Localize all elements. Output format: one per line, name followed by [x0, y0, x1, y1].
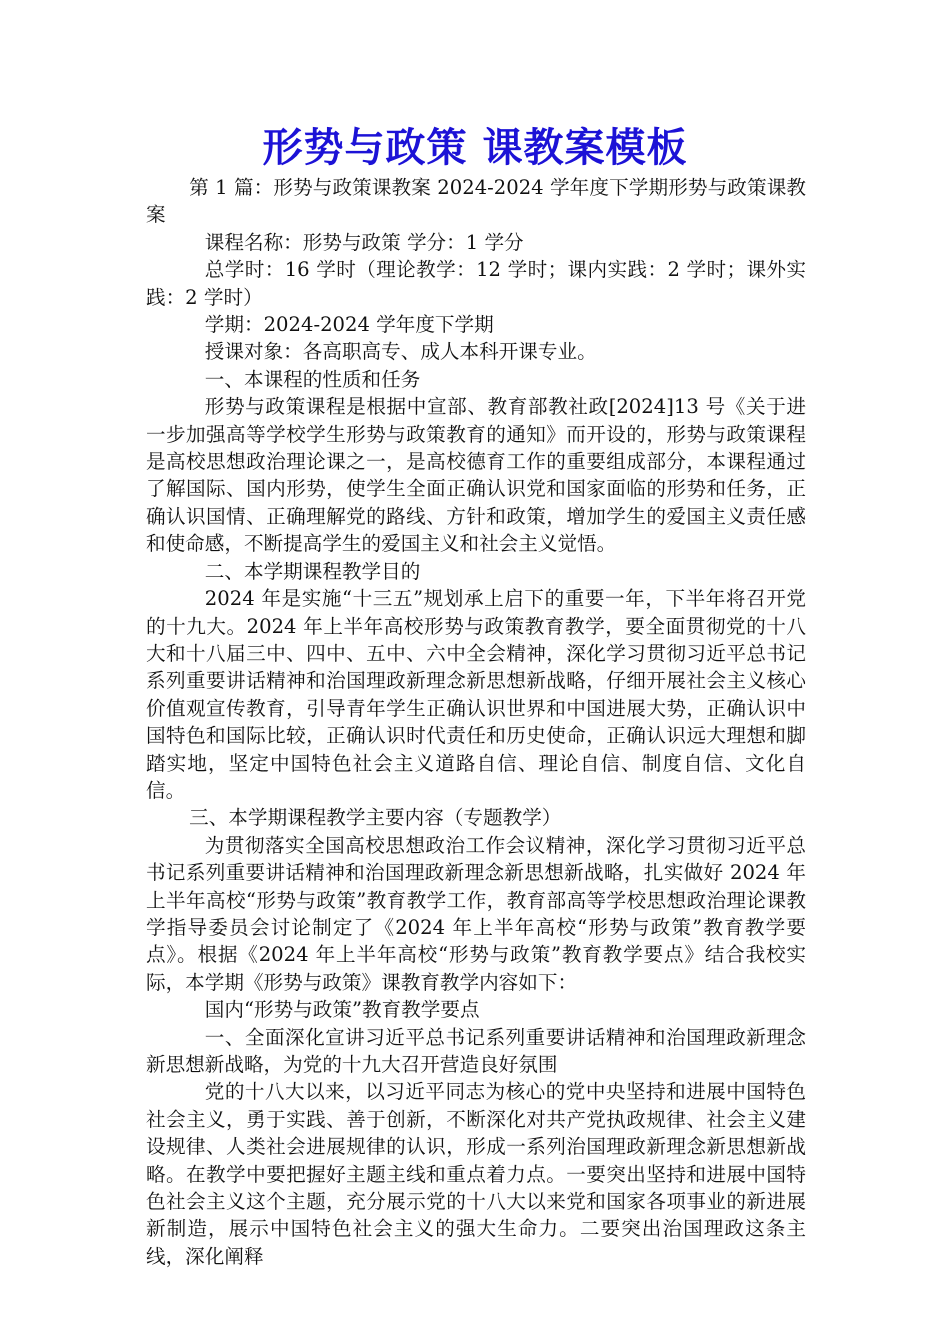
section-heading-1: 一、本课程的性质和任务: [204, 367, 421, 391]
paragraph-teaching-goal: 2024 年是实施“十三五”规划承上启下的重要一年，下半年将召开党的十九大。2024 年上半年高校形势与政策教育教学，要全面贯彻党的十八大和十八届三中、四中、五中、六中全会精神，深化学习贯彻习近平总书记系列重要讲话精神和治国理政新理念新思想新战略，仔细开展社会主义核心价值观宣传教育，引导青年学生正确认识世界和中国进展大势，正确认识中国特色和国际比较，正确认识时代责任和历史使命，正确认识远大理想和脚踏实地，坚定中国特色社会主义道路自信、理论自信、制度自信、文化自信。: [146, 587, 806, 802]
document-body: [146, 174, 806, 1270]
paragraph-chapter-heading: 第 1 篇：形势与政策课教案 2024-2024 学年度下学期形势与政策课教案: [146, 176, 806, 227]
paragraph-point-one-detail: 党的十八大以来，以习近平同志为核心的党中央坚持和进展中国特色社会主义，勇于实践、善于创新，不断深化对共产党执政规律、社会主义建设规律、人类社会进展规律的认识，形成一系列治国理政新理念新思想新战略。在教学中要把握好主题主线和重点着力点。一要突出坚持和进展中国特色社会主义这个主题，充分展示党的十八大以来党和国家各项事业的新进展新制造，展示中国特色社会主义的强大生命力。二要突出治国理政这条主线，深化阐释: [146, 1080, 806, 1268]
paragraph-course-name: 课程名称：形势与政策 学分：1 学分: [204, 230, 524, 254]
subheading-domestic-points: 国内“形势与政策”教育教学要点: [204, 998, 480, 1022]
paragraph-semester: 学期：2024-2024 学年度下学期: [204, 313, 494, 337]
paragraph-teaching-content: 为贯彻落实全国高校思想政治工作会议精神，深化学习贯彻习近平总书记系列重要讲话精神和治国理政新理念新思想新战略，扎实做好 2024 年上半年高校“形势与政策”教育教学工作，教育部高等学校思想政治理论课教学指导委员会讨论制定了《2024 年上半年高校“形势与政策”教育教学要点》。根据《2024 年上半年高校“形势与政策”教育教学要点》结合我校实际，本学期《形势与政策》课教育教学内容如下：: [146, 833, 806, 994]
paragraph-audience: 授课对象：各高职高专、成人本科开课专业。: [204, 340, 597, 364]
paragraph-point-one: 一、全面深化宣讲习近平总书记系列重要讲话精神和治国理政新理念新思想新战略，为党的十九大召开营造良好氛围: [146, 1025, 806, 1076]
section-heading-3: 三、本学期课程教学主要内容（专题教学）: [189, 806, 562, 830]
paragraph-course-nature: 形势与政策课程是根据中宣部、教育部教社政[2024]13 号《关于进一步加强高等学校学生形势与政策教育的通知》而开设的，形势与政策课程是高校思想政治理论课之一，是高校德育工作的重要组成部分，本课程通过了解国际、国内形势，使学生全面正确认识党和国家面临的形势和任务，正确认识国情、正确理解党的路线、方针和政策，增加学生的爱国主义责任感和使命感，不断提高学生的爱国主义和社会主义觉悟。: [146, 395, 806, 556]
section-heading-2: 二、本学期课程教学目的: [204, 559, 421, 583]
paragraph-total-hours: 总学时：16 学时（理论教学：12 学时；课内实践：2 学时；课外实践：2 学时）: [146, 258, 806, 309]
document-title: 形势与政策 课教案模板: [262, 125, 688, 171]
